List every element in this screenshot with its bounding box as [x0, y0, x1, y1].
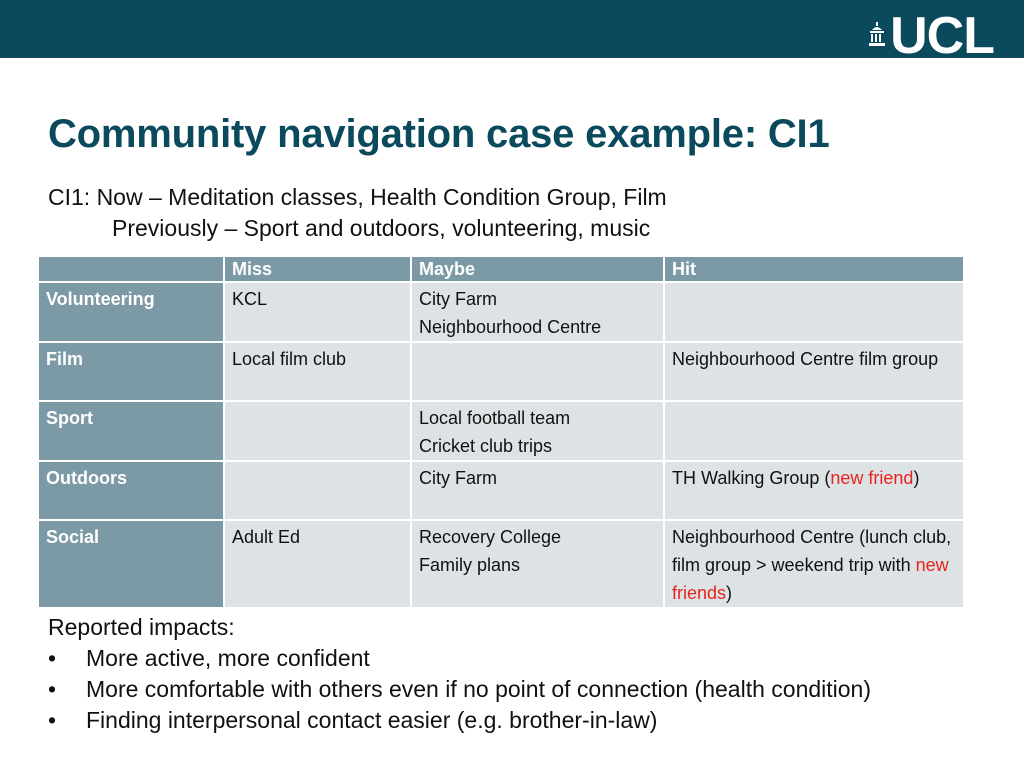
cell-volunteering-maybe	[411, 282, 664, 342]
cell-film-hit: Neighbourhood Centre film group	[664, 342, 964, 401]
header-maybe: Maybe	[411, 256, 664, 282]
table-row	[38, 282, 964, 342]
highlight-text: new friend	[830, 468, 914, 488]
cell-line: Recovery College	[419, 527, 562, 547]
intro-text	[48, 182, 667, 244]
cell-outdoors-miss	[224, 461, 411, 520]
bullet-icon: •	[48, 645, 57, 671]
row-label-outdoors: Outdoors	[38, 461, 224, 520]
portico-icon	[868, 22, 886, 46]
cell-outdoors-maybe: City Farm	[411, 461, 664, 520]
impacts-list	[48, 643, 871, 736]
impacts-heading: Reported impacts:	[48, 614, 235, 640]
cell-line: Local football team	[419, 408, 571, 428]
cell-sport-miss	[224, 401, 411, 461]
activity-table	[37, 255, 965, 609]
bullet-icon: •	[48, 707, 57, 733]
table-header-row	[38, 256, 964, 282]
header-hit: Hit	[664, 256, 964, 282]
intro-line-previously: Previously – Sport and outdoors, volunteering, music	[112, 215, 651, 241]
impacts-section	[48, 612, 871, 736]
slide-title: Community navigation case example: CI1	[48, 112, 830, 156]
row-label-sport: Sport	[38, 401, 224, 461]
table-row	[38, 342, 964, 401]
list-item-text: More active, more confident	[86, 645, 370, 671]
list-item	[48, 643, 871, 674]
cell-text: Neighbourhood Centre (lunch club, film group > weekend trip with	[672, 527, 952, 575]
header-bar	[0, 0, 1024, 65]
bullet-icon: •	[48, 676, 57, 702]
table-row	[38, 520, 964, 608]
row-label-film: Film	[38, 342, 224, 401]
cell-film-maybe	[411, 342, 664, 401]
highlight-text: new friends	[672, 555, 949, 603]
cell-text: )	[726, 583, 733, 603]
row-label-volunteering: Volunteering	[38, 282, 224, 342]
cell-volunteering-hit	[664, 282, 964, 342]
table-row	[38, 461, 964, 520]
list-item	[48, 705, 871, 736]
list-item-text: Finding interpersonal contact easier (e.g. brother-in-law)	[86, 707, 658, 733]
row-label-social: Social	[38, 520, 224, 608]
ucl-logo	[868, 7, 994, 65]
cell-social-hit	[664, 520, 964, 608]
intro-line-now: CI1: Now – Meditation classes, Health Condition Group, Film	[48, 184, 667, 210]
cell-outdoors-hit	[664, 461, 964, 520]
cell-film-miss: Local film club	[224, 342, 411, 401]
cell-social-miss: Adult Ed	[224, 520, 411, 608]
cell-line: Cricket club trips	[419, 436, 553, 456]
cell-line: Family plans	[419, 555, 521, 575]
table-row	[38, 401, 964, 461]
cell-text: )	[913, 468, 920, 488]
cell-line: Neighbourhood Centre	[419, 317, 602, 337]
list-item	[48, 674, 871, 705]
cell-sport-maybe	[411, 401, 664, 461]
cell-sport-hit	[664, 401, 964, 461]
cell-text: TH Walking Group (	[672, 468, 831, 488]
cell-volunteering-miss: KCL	[224, 282, 411, 342]
header-miss: Miss	[224, 256, 411, 282]
cell-social-maybe	[411, 520, 664, 608]
header-corner	[38, 256, 224, 282]
logo-wordmark: UCL	[890, 7, 994, 65]
cell-line: City Farm	[419, 289, 497, 309]
list-item-text: More comfortable with others even if no point of connection (health condition)	[86, 676, 871, 702]
